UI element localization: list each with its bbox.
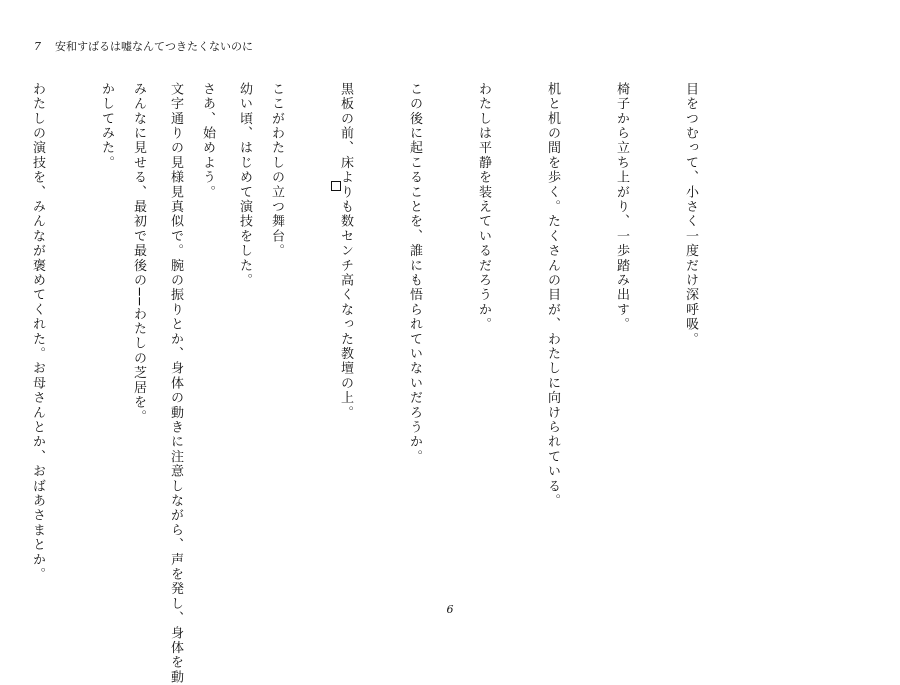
text-line: 椅子から立ち上がり、一歩踏み出す。 bbox=[614, 82, 629, 332]
text-line: 幼い頃、はじめて演技をした。 bbox=[237, 82, 252, 288]
text-line: この後に起こることを、誰にも悟られていないだろうか。 bbox=[407, 82, 422, 465]
running-head bbox=[34, 40, 253, 54]
text-line: 文字通りの見様見真似で。腕の振りとか、身体の動きに注意しながら、声を発し、身体を動 bbox=[168, 82, 183, 685]
text-line: わたしは平静を装えているだろうか。 bbox=[476, 82, 491, 332]
running-head-page-number: 7 bbox=[34, 40, 41, 53]
text-line: 目をつむって、小さく一度だけ深呼吸。 bbox=[683, 82, 698, 347]
text-line: みんなに見せる、最初で最後の──わたしの芝居を。 bbox=[131, 82, 146, 425]
running-head-title: 安和すばるは嘘なんてつきたくないのに bbox=[55, 40, 253, 53]
text-line: わたしの演技を、みんなが褒めてくれた。お母さんとか、おばあさまとか。 bbox=[30, 82, 45, 582]
scene-break-marker bbox=[331, 181, 341, 191]
text-line: 黒板の前、床よりも数センチ高くなった教壇の上。 bbox=[338, 82, 353, 421]
left-page-text bbox=[0, 82, 302, 685]
folio-page-number: 6 bbox=[446, 603, 454, 616]
text-line: さあ、始めよう。 bbox=[200, 82, 215, 200]
text-line: 机と机の間を歩く。たくさんの目が、わたしに向けられている。 bbox=[545, 82, 560, 509]
text-line: かしてみた。 bbox=[99, 82, 114, 171]
text-line: ここがわたしの立つ舞台。 bbox=[269, 82, 284, 259]
